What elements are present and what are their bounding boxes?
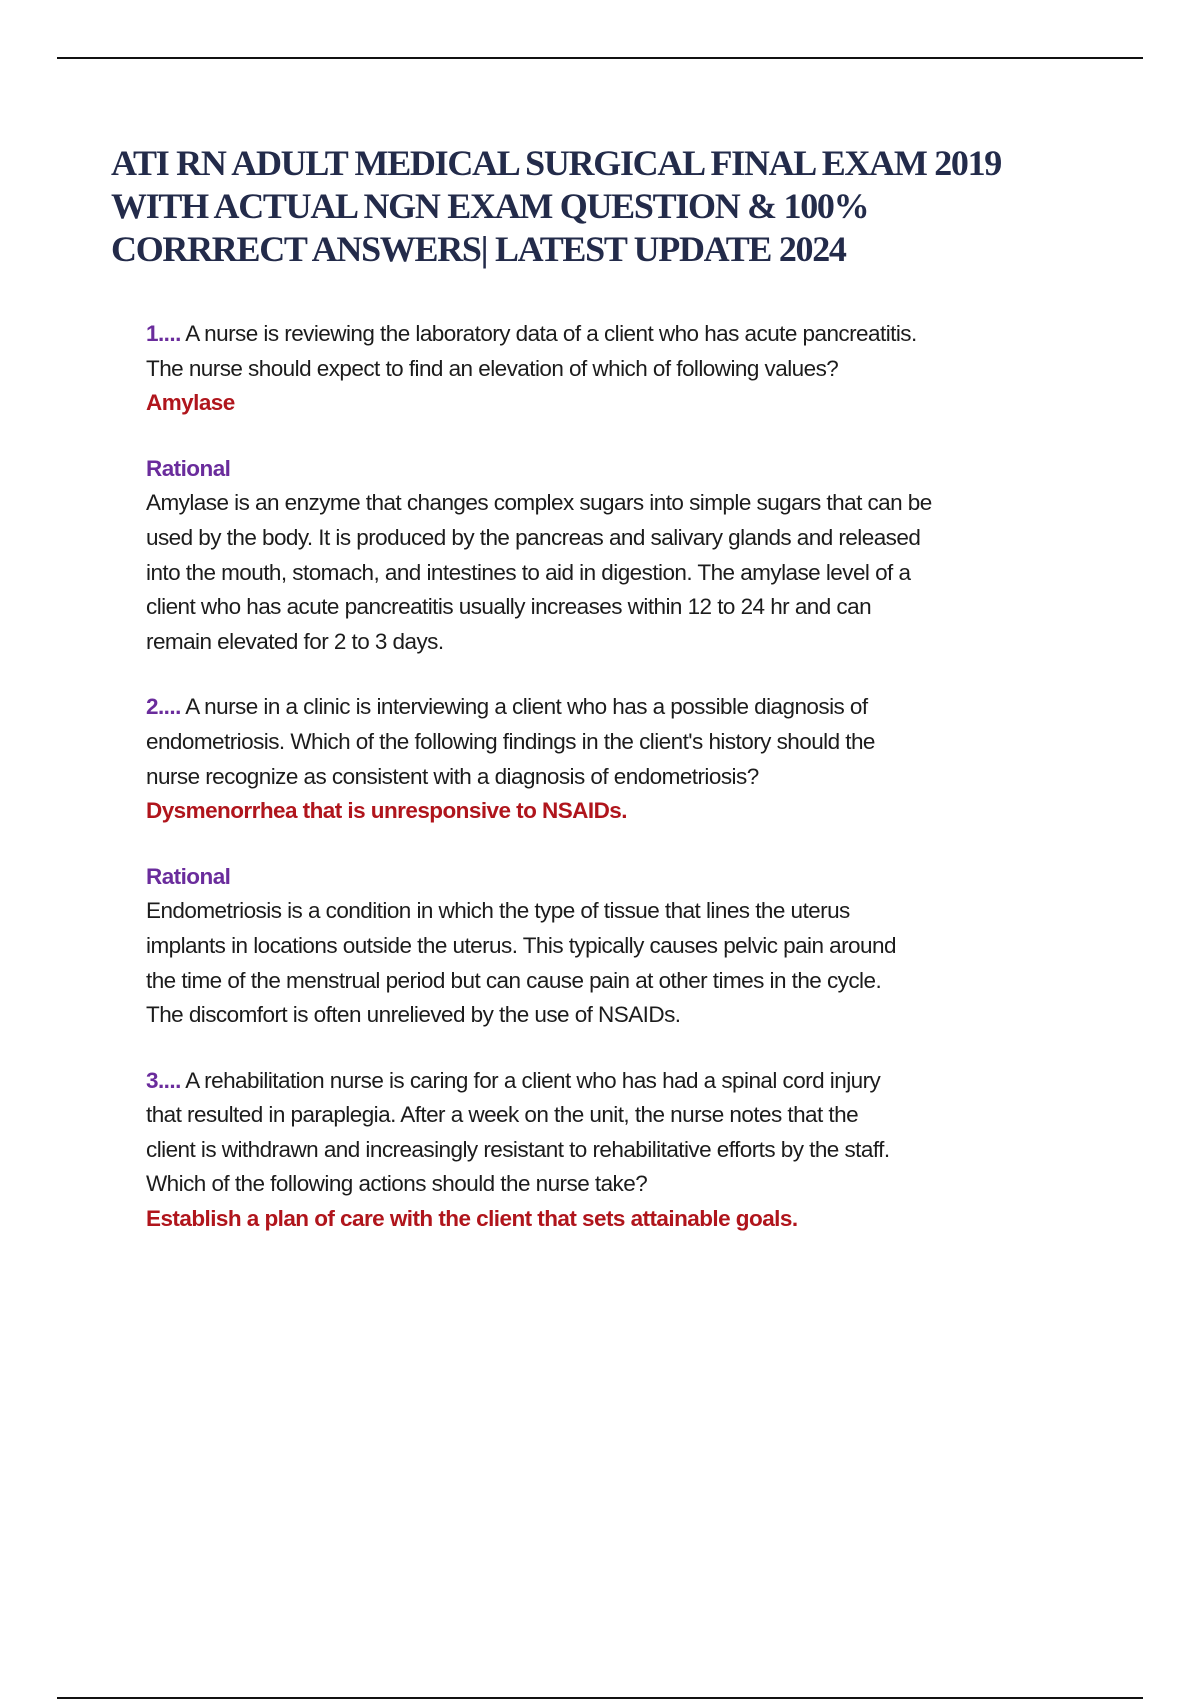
question-line bbox=[146, 317, 1146, 352]
title-line: WITH ACTUAL NGN EXAM QUESTION & 100% bbox=[111, 186, 869, 226]
question-3 bbox=[146, 1064, 1146, 1237]
rationale-1 bbox=[146, 452, 1146, 660]
question-number: 2.... bbox=[146, 694, 181, 720]
question-2 bbox=[146, 690, 1146, 828]
question-text: A rehabilitation nurse is caring for a client who has had a spinal cord injury bbox=[185, 1067, 881, 1093]
rationale-line: the time of the menstrual period but can cause pain at other times in the cycle. bbox=[146, 967, 882, 993]
rationale-label: Rational bbox=[146, 863, 231, 889]
question-line: endometriosis. Which of the following findings in the client's history should the bbox=[146, 728, 875, 754]
question-number: 3.... bbox=[146, 1067, 181, 1093]
rationale-line: implants in locations outside the uterus. This typically causes pelvic pain around bbox=[146, 932, 896, 958]
rationale-line: remain elevated for 2 to 3 days. bbox=[146, 628, 444, 654]
rationale-line: into the mouth, stomach, and intestines to aid in digestion. The amylase level of a bbox=[146, 559, 911, 585]
question-line bbox=[146, 1064, 1146, 1099]
question-text: A nurse is reviewing the laboratory data of a client who has acute pancreatitis. bbox=[185, 321, 917, 346]
question-1 bbox=[146, 317, 1146, 421]
document-title bbox=[111, 142, 1001, 271]
rationale-line: Endometriosis is a condition in which the type of tissue that lines the uterus bbox=[146, 898, 850, 924]
question-line: The nurse should expect to find an elevation of which of following values? bbox=[146, 355, 839, 381]
questions-list bbox=[146, 317, 1146, 1268]
question-line bbox=[146, 690, 1146, 725]
question-line: Which of the following actions should the nurse take? bbox=[146, 1171, 648, 1197]
correct-answer: Amylase bbox=[146, 390, 235, 416]
title-line: CORRRECT ANSWERS| LATEST UPDATE 2024 bbox=[111, 229, 846, 269]
question-number: 1.... bbox=[146, 321, 181, 346]
rationale-line: used by the body. It is produced by the pancreas and salivary glands and released bbox=[146, 524, 921, 550]
rationale-line: The discomfort is often unrelieved by the use of NSAIDs. bbox=[146, 1002, 681, 1028]
bottom-rule bbox=[57, 1697, 1143, 1699]
question-text: A nurse in a clinic is interviewing a client who has a possible diagnosis of bbox=[185, 694, 868, 720]
correct-answer: Dysmenorrhea that is unresponsive to NSAIDs. bbox=[146, 798, 627, 824]
title-line: ATI RN ADULT MEDICAL SURGICAL FINAL EXAM 2019 bbox=[111, 143, 1001, 183]
rationale-2 bbox=[146, 860, 1146, 1033]
rationale-line: client who has acute pancreatitis usually increases within 12 to 24 hr and can bbox=[146, 594, 872, 620]
question-line: nurse recognize as consistent with a diagnosis of endometriosis? bbox=[146, 763, 759, 789]
rationale-line: Amylase is an enzyme that changes complex sugars into simple sugars that can be bbox=[146, 490, 932, 516]
rationale-label: Rational bbox=[146, 455, 231, 481]
question-line: client is withdrawn and increasingly resistant to rehabilitative efforts by the staff. bbox=[146, 1136, 890, 1162]
correct-answer: Establish a plan of care with the client that sets attainable goals. bbox=[146, 1206, 798, 1232]
question-line: that resulted in paraplegia. After a week on the unit, the nurse notes that the bbox=[146, 1102, 859, 1128]
top-rule bbox=[57, 57, 1143, 59]
